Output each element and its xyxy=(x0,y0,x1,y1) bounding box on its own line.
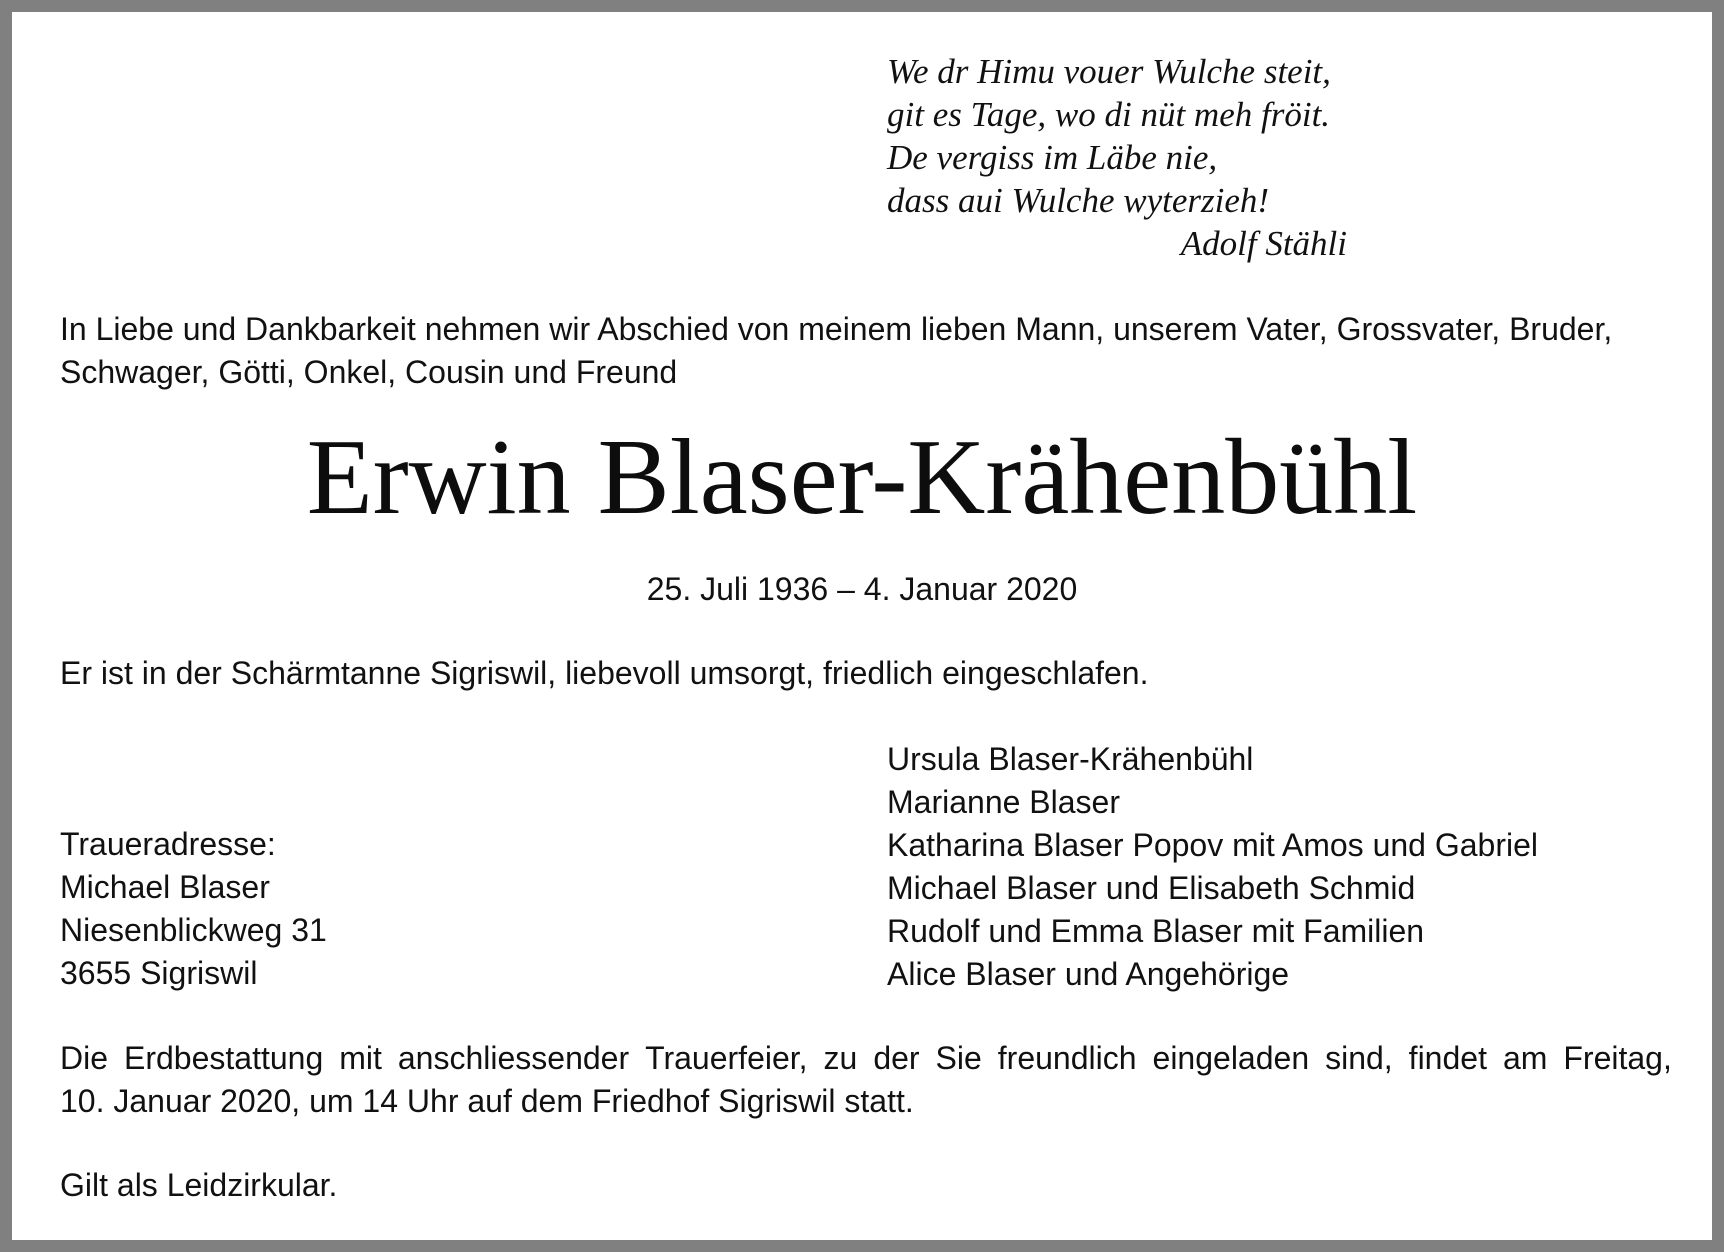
address-name: Michael Blaser xyxy=(60,869,270,905)
funeral-word: am xyxy=(1502,1040,1548,1076)
intro-paragraph xyxy=(60,308,1672,394)
funeral-word: der xyxy=(873,1040,920,1076)
obituary-notice xyxy=(12,12,1712,1240)
funeral-word: Freitag, xyxy=(1563,1040,1672,1076)
poem-line: dass aui Wulche wyterzieh! xyxy=(887,181,1270,220)
poem-line: We dr Himu vouer Wulche steit, xyxy=(887,52,1331,91)
mourner-entry: Alice Blaser und Angehörige xyxy=(887,956,1290,992)
poem-line: git es Tage, wo di nüt meh fröit. xyxy=(887,95,1331,134)
deceased-name: Erwin Blaser-Krähenbühl xyxy=(306,418,1418,537)
mourner-entry: Ursula Blaser-Krähenbühl xyxy=(887,741,1254,777)
mourner-entry: Katharina Blaser Popov mit Amos und Gabriel xyxy=(887,827,1538,863)
address-heading: Traueradresse: xyxy=(60,826,276,862)
funeral-word: Erdbestattung xyxy=(124,1040,324,1076)
funeral-word: zu xyxy=(823,1040,858,1076)
mourner-entry: Michael Blaser und Elisabeth Schmid xyxy=(887,870,1416,906)
address-street: Niesenblickweg 31 xyxy=(60,912,327,948)
funeral-word: eingeladen xyxy=(1152,1040,1310,1076)
circular-note: Gilt als Leidzirkular. xyxy=(60,1167,338,1203)
address-city: 3655 Sigriswil xyxy=(60,955,258,991)
funeral-word: findet xyxy=(1408,1040,1487,1076)
funeral-line: 10. Januar 2020, um 14 Uhr auf dem Friedhof Sigriswil statt. xyxy=(60,1083,914,1119)
funeral-word: Die xyxy=(60,1040,109,1076)
life-dates: 25. Juli 1936 – 4. Januar 2020 xyxy=(646,571,1078,607)
poem-author: Adolf Stähli xyxy=(1180,224,1347,263)
poem-block xyxy=(887,50,1347,265)
funeral-announcement xyxy=(60,1037,1672,1123)
funeral-word: anschliessender xyxy=(397,1040,630,1076)
mourner-entry: Rudolf und Emma Blaser mit Familien xyxy=(887,913,1425,949)
funeral-word: Sie xyxy=(935,1040,982,1076)
funeral-word: mit xyxy=(339,1040,382,1076)
funeral-word: freundlich xyxy=(997,1040,1137,1076)
funeral-line xyxy=(60,1037,1672,1080)
intro-line: In Liebe und Dankbarkeit nehmen wir Abschied von meinem lieben Mann, unserem Vater, Grossvater, Bruder, xyxy=(60,311,1613,347)
mourners-list xyxy=(887,738,1538,996)
passing-statement: Er ist in der Schärmtanne Sigriswil, liebevoll umsorgt, friedlich eingeschlafen. xyxy=(60,655,1149,691)
mourning-address xyxy=(60,823,327,995)
intro-line: Schwager, Götti, Onkel, Cousin und Freund xyxy=(60,354,678,390)
mourner-entry: Marianne Blaser xyxy=(887,784,1120,820)
funeral-word: Trauerfeier, xyxy=(645,1040,808,1076)
funeral-word: sind, xyxy=(1325,1040,1393,1076)
poem-line: De vergiss im Läbe nie, xyxy=(887,138,1218,177)
